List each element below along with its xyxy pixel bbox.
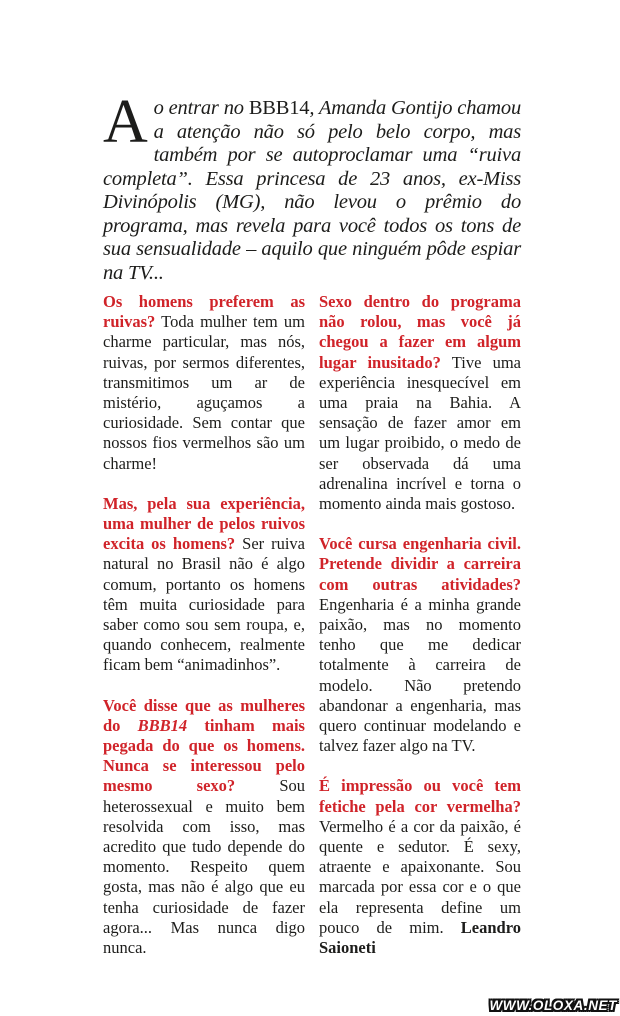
question-text: É impressão ou você tem fetiche pela cor vermelha? bbox=[319, 776, 521, 816]
qa-columns bbox=[103, 292, 521, 978]
answer-text: Ser ruiva natural no Brasil não é algo comum, portanto os homens têm muita curiosidade para saber como sou sem roupa, e, quando conhecem, realmente ficam bem “animadinhos”. bbox=[103, 534, 305, 675]
author-byline: Leandro Saioneti bbox=[319, 917, 521, 958]
answer-text: Engenharia é a minha grande paixão, mas no momento tenho que me dedicar totalmente à carreira de modelo. Não pretendo abandonar a engenharia, mas quero continuar modelando e talvez fazer algo na TV. bbox=[319, 594, 521, 756]
question-show-name: BBB14 bbox=[137, 715, 188, 735]
question-text: Mas, pela sua experiência, uma mulher de pelos ruivos excita os homens? bbox=[103, 493, 305, 554]
answer-text: Toda mulher tem um charme particular, mas nós, ruivas, por sermos diferentes, transmitimos um ar de mistério, aguçamos a curiosidade. Sem contar que nossos fios vermelhos são um charme! bbox=[103, 312, 305, 473]
question-text: Os homens preferem as ruivas? bbox=[103, 292, 305, 332]
question-text: Você cursa engenharia civil. Pretende dividir a carreira com outras atividades? bbox=[319, 534, 521, 594]
watermark: WWW.OLOXA.NET bbox=[489, 998, 617, 1013]
answer-text: Vermelho é a cor da paixão, é quente e sedutor. É sexy, atraente e apaixonante. Sou marcada por essa cor e o que ela representa define um pouco de mim. bbox=[319, 816, 521, 937]
answer-text: Sou heterossexual e muito bem resolvida com isso, mas acredito que tudo depende do momento. Respeito quem gosta, mas não é algo que eu tenha curiosidade de fazer agora... Mas nunca digo nunca. bbox=[103, 776, 306, 958]
question-text-post: tinham mais pegada do que os homens. Nunca se interessou pelo mesmo sexo? bbox=[103, 715, 305, 796]
qa-column-left bbox=[103, 292, 305, 978]
qa-block bbox=[319, 534, 521, 756]
qa-block bbox=[319, 292, 521, 514]
drop-cap: A bbox=[103, 88, 148, 156]
intro-show-name: BBB14 bbox=[248, 97, 310, 119]
intro-text-post: , Amanda Gontijo chamou a atenção não só pelo belo corpo, mas também por se autoproclamar uma “ruiva completa”. Essa princesa de 23 anos, ex-Miss Divinópolis (MG), não levou o prêmio do programa, mas revela para você todos os tons de sua sensualidade – aquilo que ninguém pôde espiar na TV... bbox=[103, 97, 521, 284]
intro-text-pre: o entrar no bbox=[153, 97, 249, 119]
qa-block bbox=[103, 292, 305, 474]
qa-block bbox=[103, 696, 305, 959]
intro-paragraph bbox=[103, 88, 521, 285]
answer-text: Tive uma experiência inesquecível em uma praia na Bahia. A sensação de fazer amor em um lugar proibido, o medo de ser observada dá uma adrenalina incrível e torna o momento ainda mais gostoso. bbox=[319, 352, 521, 514]
question-text: Sexo dentro do programa não rolou, mas você já chegou a fazer em algum lugar inusitado? bbox=[319, 292, 521, 372]
qa-block bbox=[103, 494, 305, 676]
question-text-pre: Você disse que as mulheres do bbox=[103, 695, 305, 735]
qa-block bbox=[319, 776, 521, 958]
qa-column-right bbox=[319, 292, 521, 978]
